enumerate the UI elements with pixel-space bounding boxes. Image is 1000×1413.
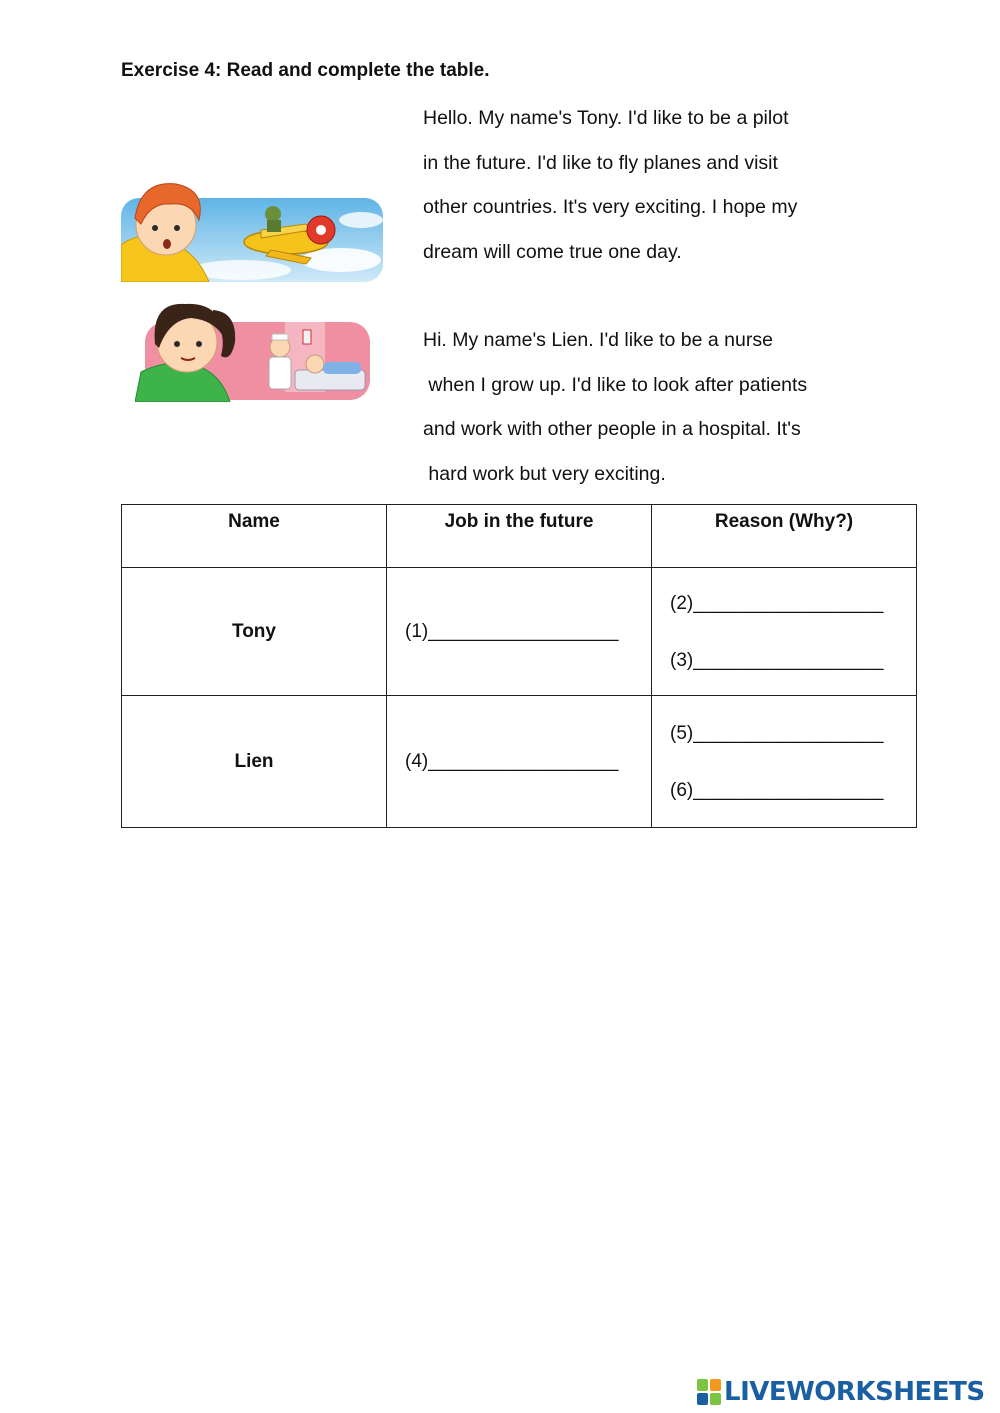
tony-line: dream will come true one day.	[423, 240, 682, 263]
reason-blank-5[interactable]: (5)__________________	[670, 722, 884, 744]
lien-paragraph	[423, 318, 807, 496]
reason-blank-3[interactable]: (3)__________________	[670, 649, 884, 671]
job-blank-4[interactable]: (4)__________________	[387, 696, 652, 828]
exercise-title: Exercise 4: Read and complete the table.	[121, 60, 490, 81]
header-reason: Reason (Why?)	[652, 505, 917, 568]
lien-nurse-illustration	[135, 292, 375, 402]
job-blank-1[interactable]: (1)__________________	[387, 568, 652, 696]
row-name: Lien	[122, 696, 387, 828]
reason-cell	[652, 568, 917, 696]
nurse-hospital-image	[135, 292, 375, 402]
answer-table	[121, 504, 917, 828]
tony-line: other countries. It's very exciting. I hope my	[423, 196, 798, 218]
reason-blank-6[interactable]: (6)__________________	[670, 779, 884, 801]
logo-text: LIVEWORKSHEETS	[724, 1377, 985, 1407]
reason-cell	[652, 696, 917, 828]
tony-line: in the future. I'd like to fly planes and visit	[423, 151, 778, 174]
reason-blank-2[interactable]: (2)__________________	[670, 592, 884, 614]
row-name: Tony	[122, 568, 387, 696]
lien-line: when I grow up. I'd like to look after patients	[423, 373, 808, 396]
pilot-plane-image	[121, 180, 383, 282]
lien-line: Hi. My name's Lien. I'd like to be a nurse	[423, 329, 773, 351]
header-job: Job in the future	[387, 505, 652, 568]
lien-line: hard work but very exciting.	[423, 462, 666, 485]
tony-pilot-illustration	[121, 180, 383, 282]
table-row	[122, 568, 917, 696]
tony-line: Hello. My name's Tony. I'd like to be a pilot	[423, 107, 789, 129]
logo-mark-icon	[697, 1379, 721, 1405]
header-name: Name	[122, 505, 387, 568]
lien-line: and work with other people in a hospital. It's	[423, 418, 801, 440]
liveworksheets-logo	[697, 1377, 985, 1407]
table-row	[122, 696, 917, 828]
table-header-row	[122, 505, 917, 568]
tony-paragraph	[423, 96, 797, 274]
